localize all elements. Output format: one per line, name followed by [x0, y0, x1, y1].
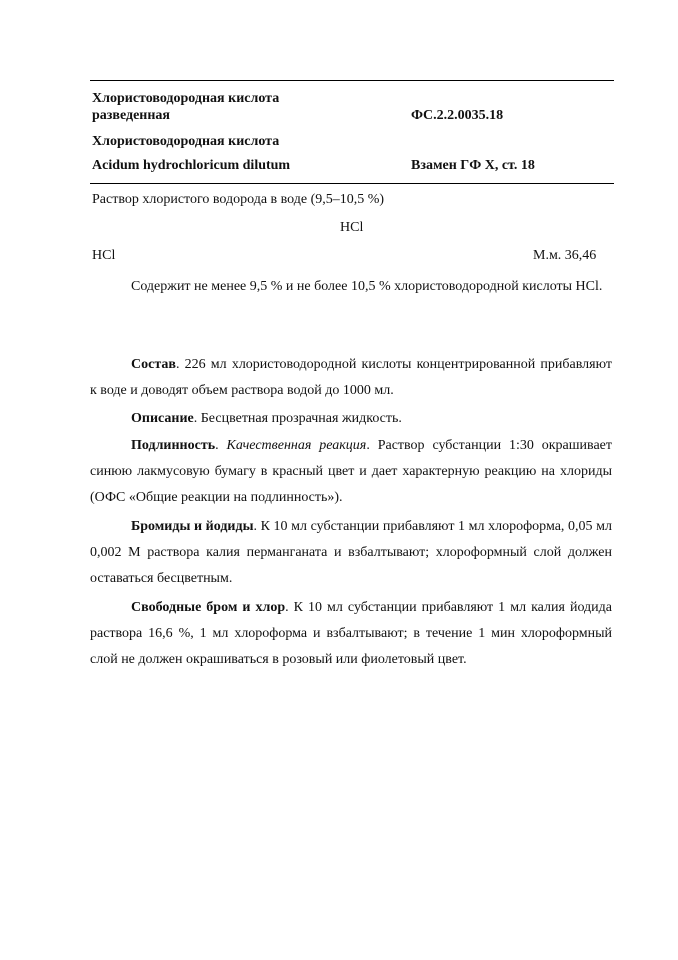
identity-separator: . [215, 438, 227, 453]
identity-paragraph [90, 433, 612, 511]
description-text: . Бесцветная прозрачная жидкость. [193, 411, 402, 426]
content-paragraph: Содержит не менее 9,5 % и не более 10,5 % хлористоводородной кислоты HCl. [131, 279, 603, 294]
composition-paragraph [90, 352, 612, 404]
free-halogens-text: . К 10 мл субстанции прибавляют 1 мл калия йодида раствора 16,6 %, 1 мл хлороформа и взбалтывают; в течение 1 мин хлороформный слой не должен окрашиваться в розовый или фиолетовый цвет. [90, 600, 612, 667]
monograph-title-line1: Хлористоводородная кислота [92, 91, 280, 106]
replaces-note: Взамен ГФ X, ст. 18 [411, 158, 535, 173]
bromides-heading: Бромиды и йодиды [131, 519, 254, 534]
composition-heading: Состав [131, 357, 176, 372]
identity-text: . Раствор субстанции 1:30 окрашивает синюю лакмусовую бумагу в красный цвет и дает характерную реакцию на хлориды (ОФС «Общие реакции на подлинность»). [90, 438, 613, 505]
free-halogens-heading: Свободные бром и хлор [131, 600, 286, 615]
russian-name: Хлористоводородная кислота [92, 134, 280, 149]
definition-text: Раствор хлористого водорода в воде (9,5–10,5 %) [92, 192, 385, 207]
formula-left: HCl [92, 248, 116, 263]
description-paragraph [90, 406, 612, 432]
bromides-text: . К 10 мл субстанции прибавляют 1 мл хлороформа, 0,05 мл 0,002 М раствора калия перманганата и взбалтывают; хлороформный слой должен оставаться бесцветным. [90, 519, 612, 586]
identity-subheading: Качественная реакция [226, 438, 367, 453]
description-heading: Описание [131, 411, 194, 426]
molar-mass: М.м. 36,46 [533, 248, 597, 263]
identity-heading: Подлинность [131, 438, 216, 453]
monograph-code: ФС.2.2.0035.18 [411, 108, 504, 123]
monograph-title-line2: разведенная [92, 108, 171, 123]
bromides-paragraph [90, 514, 612, 592]
free-halogens-paragraph [90, 595, 612, 673]
header-bottom-rule [90, 183, 614, 184]
latin-name: Acidum hydrochloricum dilutum [92, 158, 291, 173]
header-top-rule [90, 80, 614, 81]
composition-text: . 226 мл хлористоводородной кислоты концентрированной прибавляют к воде и доводят объем раствора водой до 1000 мл. [90, 357, 612, 398]
formula-center: HCl [340, 220, 364, 235]
